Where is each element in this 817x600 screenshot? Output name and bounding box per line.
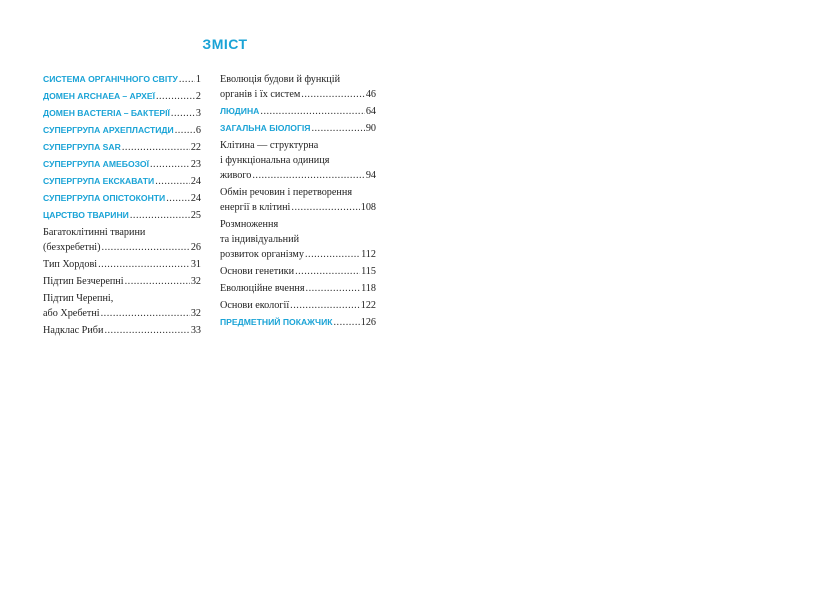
- toc-entry-title: ПРЕДМЕТНИЙ ПОКАЖЧИК: [220, 317, 333, 327]
- toc-entry-title: живого: [220, 170, 252, 181]
- dot-leader: [334, 315, 360, 330]
- toc-entry-title: органів і їх систем: [220, 89, 301, 100]
- toc-entry-title-line: Багатоклітинні тварини: [43, 227, 146, 238]
- dot-leader: [260, 104, 364, 119]
- toc-entry[interactable]: [43, 106, 201, 121]
- toc-entry-title-line: Еволюція будови й функцій: [220, 74, 341, 85]
- dot-leader: [306, 281, 361, 296]
- toc-entry-page: 22: [190, 142, 201, 153]
- toc-entry-page: 23: [190, 159, 201, 170]
- toc-entry-title: ЛЮДИНА: [220, 106, 260, 116]
- toc-entry-title: Тип Хордові: [43, 259, 98, 270]
- toc-entry[interactable]: [43, 89, 201, 104]
- toc-entry-page: 126: [360, 317, 376, 328]
- toc-entry[interactable]: [43, 274, 201, 289]
- toc-entry-page: 108: [360, 202, 376, 213]
- toc-entry-title-line: Обмін речовин і перетворення: [220, 187, 353, 198]
- toc-entry[interactable]: [43, 123, 201, 138]
- toc-entry[interactable]: [220, 185, 376, 215]
- toc-entry[interactable]: [220, 298, 376, 313]
- toc-entry[interactable]: [220, 315, 376, 330]
- toc-entry-page: 115: [361, 266, 376, 277]
- toc-entry[interactable]: [43, 225, 201, 255]
- dot-leader: [311, 121, 364, 136]
- toc-entry-title: СУПЕРГРУПА АМЕБОЗОЇ: [43, 159, 149, 169]
- toc-entry-page: 94: [365, 170, 376, 181]
- toc-entry-page: 25: [190, 210, 201, 221]
- dot-leader: [98, 257, 190, 272]
- dot-leader: [102, 240, 190, 255]
- toc-entry-page: 26: [190, 242, 201, 253]
- dot-leader: [290, 298, 360, 313]
- toc-entry-page: 64: [365, 106, 376, 117]
- toc-entry[interactable]: [220, 281, 376, 296]
- dot-leader: [166, 191, 190, 206]
- toc-entry-page: 118: [361, 283, 376, 294]
- toc-entry[interactable]: [220, 138, 376, 183]
- toc-entry-title: СУПЕРГРУПА ОПІСТОКОНТИ: [43, 193, 166, 203]
- toc-entry-title: СИСТЕМА ОРГАНІЧНОГО СВІТУ: [43, 74, 178, 84]
- toc-entry-title: Основи екології: [220, 300, 290, 311]
- dot-leader: [291, 200, 359, 215]
- toc-entry[interactable]: [220, 72, 376, 102]
- toc-entry[interactable]: [43, 191, 201, 206]
- dot-leader: [179, 72, 195, 87]
- toc-entry-page: 1: [195, 74, 201, 85]
- dot-leader: [101, 306, 190, 321]
- toc-left-column: [43, 72, 201, 340]
- toc-entry-title: СУПЕРГРУПА АРХЕПЛАСТИДИ: [43, 125, 174, 135]
- toc-entry-title-line: Клітина — структурна: [220, 140, 319, 151]
- toc-entry-title: (безхребетні): [43, 242, 101, 253]
- toc-entry[interactable]: [43, 323, 201, 338]
- toc-entry[interactable]: [43, 140, 201, 155]
- toc-entry-page: 31: [190, 259, 201, 270]
- dot-leader: [305, 247, 360, 262]
- dot-leader: [171, 106, 195, 121]
- toc-right-column: [220, 72, 376, 332]
- toc-entry-title: ЗАГАЛЬНА БІОЛОГІЯ: [220, 123, 311, 133]
- toc-entry[interactable]: [43, 157, 201, 172]
- toc-entry[interactable]: [220, 264, 376, 279]
- toc-entry-page: 46: [365, 89, 376, 100]
- toc-entry-page: 33: [190, 325, 201, 336]
- toc-entry-title: ЦАРСТВО ТВАРИНИ: [43, 210, 129, 220]
- toc-entry-page: 2: [195, 91, 201, 102]
- toc-entry-title-line: Розмноження: [220, 219, 279, 230]
- toc-entry[interactable]: [220, 104, 376, 119]
- toc-entry-title: або Хребетні: [43, 308, 100, 319]
- toc-entry-title: Основи генетики: [220, 266, 295, 277]
- dot-leader: [125, 274, 190, 289]
- dot-leader: [252, 168, 364, 183]
- dot-leader: [130, 208, 190, 223]
- toc-entry-title: Надклас Риби: [43, 325, 104, 336]
- toc-entry-title-line: та індивідуальний: [220, 234, 300, 245]
- toc-entry[interactable]: [43, 257, 201, 272]
- toc-entry-page: 90: [365, 123, 376, 134]
- dot-leader: [122, 140, 190, 155]
- toc-entry-title: СУПЕРГРУПА SAR: [43, 142, 121, 152]
- dot-leader: [301, 87, 365, 102]
- dot-leader: [295, 264, 360, 279]
- dot-leader: [155, 174, 190, 189]
- toc-entry-title: ДОМЕН ARCHAEA – АРХЕЇ: [43, 91, 155, 101]
- dot-leader: [104, 323, 189, 338]
- toc-entry-title-line: і функціональна одиниця: [220, 155, 330, 166]
- toc-entry[interactable]: [43, 174, 201, 189]
- toc-entry-title: ДОМЕН BACTERIA – БАКТЕРІЇ: [43, 108, 170, 118]
- toc-entry-page: 112: [361, 249, 376, 260]
- toc-entry[interactable]: [220, 217, 376, 262]
- toc-entry[interactable]: [43, 208, 201, 223]
- toc-entry-title: Еволюційне вчення: [220, 283, 305, 294]
- dot-leader: [150, 157, 190, 172]
- toc-entry-page: 24: [190, 193, 201, 204]
- toc-entry[interactable]: [43, 291, 201, 321]
- toc-entry-page: 32: [190, 308, 201, 319]
- toc-entry-title-line: Підтип Черепні,: [43, 293, 114, 304]
- toc-entry-title: розвиток організму: [220, 249, 304, 260]
- page-title: ЗМІСТ: [202, 36, 248, 52]
- toc-entry-page: 32: [190, 276, 201, 287]
- toc-entry-page: 122: [360, 300, 376, 311]
- dot-leader: [156, 89, 195, 104]
- dot-leader: [175, 123, 195, 138]
- toc-entry[interactable]: [220, 121, 376, 136]
- toc-entry-page: 24: [190, 176, 201, 187]
- toc-entry[interactable]: [43, 72, 201, 87]
- toc-entry-title: енергії в клітині: [220, 202, 291, 213]
- toc-entry-page: 3: [195, 108, 201, 119]
- toc-entry-title: Підтип Безчерепні: [43, 276, 124, 287]
- toc-entry-title: СУПЕРГРУПА ЕКСКАВАТИ: [43, 176, 155, 186]
- toc-entry-page: 6: [195, 125, 201, 136]
